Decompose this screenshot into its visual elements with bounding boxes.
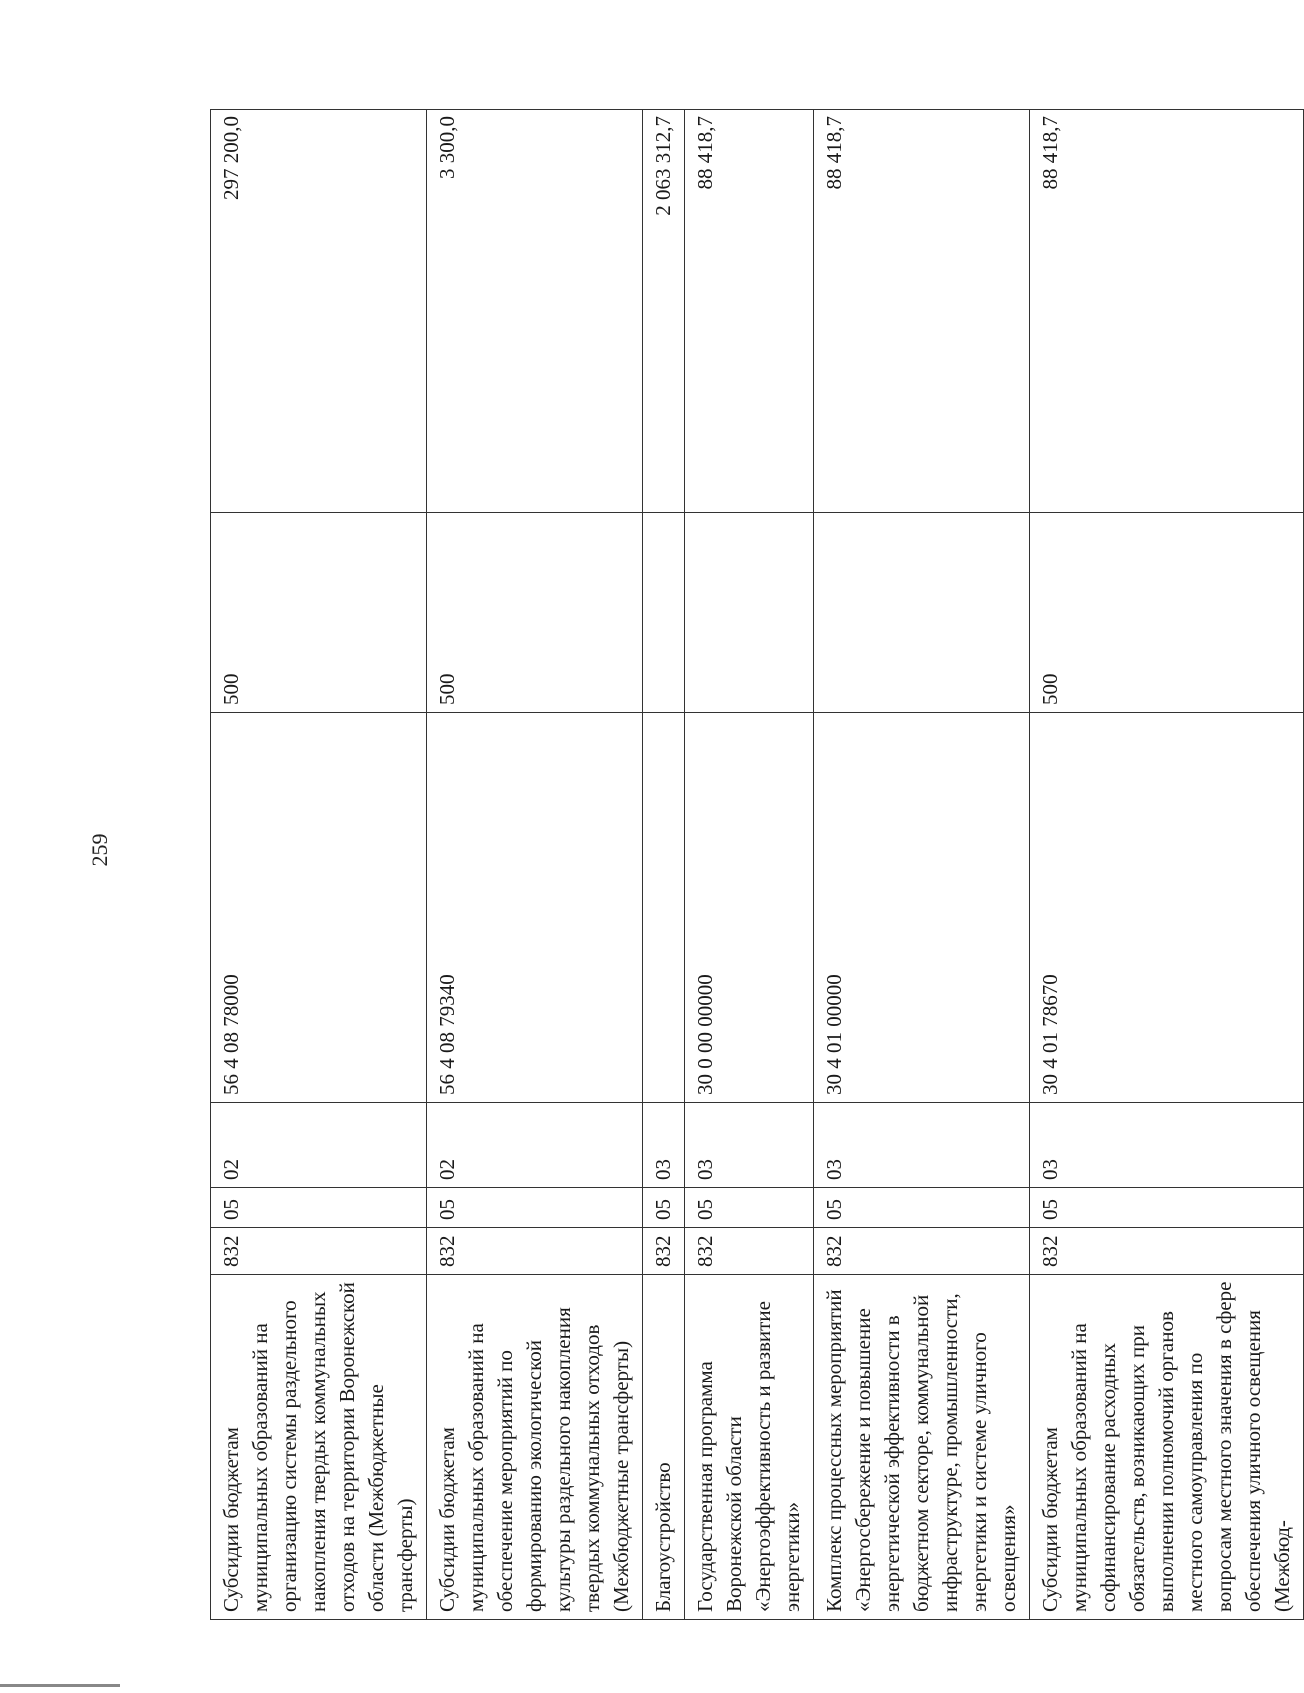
- row-description: Благоустройство: [643, 1275, 685, 1620]
- row-section: 05: [643, 1188, 685, 1228]
- row-target-article: 30 4 01 78670: [1030, 713, 1304, 1103]
- row-ministry: 832: [427, 1228, 643, 1275]
- row-ministry: 832: [1030, 1228, 1304, 1275]
- table-row: [814, 110, 1030, 1620]
- row-target-article: 56 4 08 79340: [427, 713, 643, 1103]
- row-description: Субсидии бюджетам муниципальных образований на обеспечение мероприятий по формированию экологической культуры раздельного накопления твердых коммунальных отходов (Межбюджетные трансферты): [427, 1275, 643, 1620]
- table-row: [643, 110, 685, 1620]
- row-ministry: 832: [814, 1228, 1030, 1275]
- row-expense-type: [685, 513, 814, 713]
- row-amount: 88 418,7: [1030, 110, 1304, 513]
- table-row: [1030, 110, 1304, 1620]
- row-target-article: 56 4 08 78000: [211, 713, 427, 1103]
- row-target-article: [643, 713, 685, 1103]
- row-description: Комплекс процессных мероприятий «Энергосбережение и повышение энергетической эффективности в бюджетном секторе, коммунальной инфраструктуре, промышленности, энергетики и системе уличного освещения»: [814, 1275, 1030, 1620]
- row-subsection: 02: [427, 1103, 643, 1188]
- budget-table: [210, 109, 1304, 1620]
- row-section: 05: [211, 1188, 427, 1228]
- row-expense-type: [814, 513, 1030, 713]
- row-description: Субсидии бюджетам муниципальных образований на организацию системы раздельного накопления твердых коммунальных отходов на территории Воронежской области (Межбюджетные трансферты): [211, 1275, 427, 1620]
- row-amount: 2 063 312,7: [643, 110, 685, 513]
- row-amount: 88 418,7: [814, 110, 1030, 513]
- row-ministry: 832: [211, 1228, 427, 1275]
- row-ministry: 832: [643, 1228, 685, 1275]
- page-number: 259: [87, 833, 112, 867]
- row-target-article: 30 0 00 00000: [685, 713, 814, 1103]
- row-expense-type: 500: [1030, 513, 1304, 713]
- table-row: [211, 110, 427, 1620]
- row-subsection: 03: [643, 1103, 685, 1188]
- row-target-article: 30 4 01 00000: [814, 713, 1030, 1103]
- row-description: Субсидии бюджетам муниципальных образований на софинансирование расходных обязательств, возникающих при выполнении полномочий органов местного самоуправления по вопросам местного значения в сфере обеспечения уличного освещения (Межбюд-: [1030, 1275, 1304, 1620]
- row-section: 05: [685, 1188, 814, 1228]
- row-expense-type: [643, 513, 685, 713]
- row-amount: 3 300,0: [427, 110, 643, 513]
- table-row: [427, 110, 643, 1620]
- rotated-table-container: [210, 110, 1294, 1620]
- row-expense-type: 500: [211, 513, 427, 713]
- row-section: 05: [427, 1188, 643, 1228]
- row-section: 05: [1030, 1188, 1304, 1228]
- table-row: [685, 110, 814, 1620]
- row-subsection: 03: [814, 1103, 1030, 1188]
- row-expense-type: 500: [427, 513, 643, 713]
- row-subsection: 03: [685, 1103, 814, 1188]
- row-subsection: 03: [1030, 1103, 1304, 1188]
- row-amount: 88 418,7: [685, 110, 814, 513]
- row-subsection: 02: [211, 1103, 427, 1188]
- row-description: Государственная программа Воронежской области «Энергоэффективность и развитие энергетики»: [685, 1275, 814, 1620]
- row-section: 05: [814, 1188, 1030, 1228]
- scan-edge-mark: [0, 1684, 120, 1687]
- row-amount: 297 200,0: [211, 110, 427, 513]
- row-ministry: 832: [685, 1228, 814, 1275]
